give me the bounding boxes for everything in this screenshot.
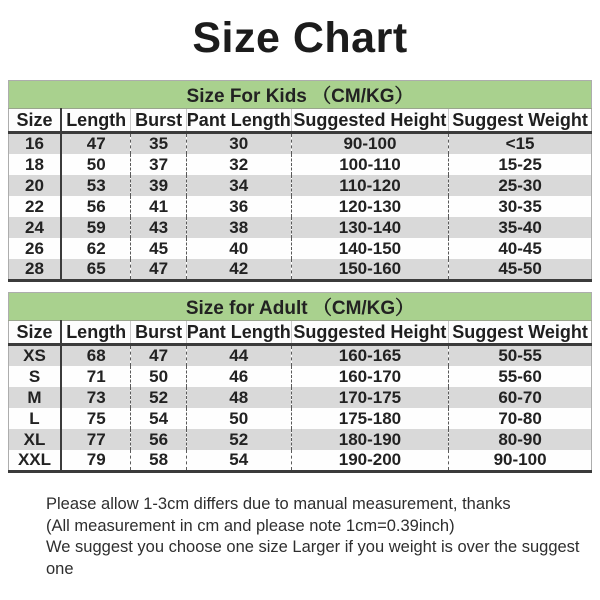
footer-note [0, 494, 600, 580]
column-header-pant-length: Pant Length [186, 109, 291, 133]
cell: 62 [61, 238, 131, 259]
cell: 56 [61, 196, 131, 217]
cell: 47 [131, 259, 186, 281]
cell: 47 [61, 133, 131, 155]
cell: 160-165 [291, 345, 448, 367]
page-title: Size Chart [192, 14, 408, 62]
column-header-size: Size [9, 109, 61, 133]
cell: 180-190 [291, 429, 448, 450]
cell: 30-35 [449, 196, 592, 217]
table-row [9, 238, 592, 259]
cell: 40 [186, 238, 291, 259]
cell: 53 [61, 175, 131, 196]
cell: 130-140 [291, 217, 448, 238]
table-row [9, 154, 592, 175]
cell: 35 [131, 133, 186, 155]
cell: 52 [186, 429, 291, 450]
table-row [9, 217, 592, 238]
cell: 79 [61, 450, 131, 472]
column-header-size: Size [9, 321, 61, 345]
cell: 73 [61, 387, 131, 408]
cell: 140-150 [291, 238, 448, 259]
cell: 43 [131, 217, 186, 238]
cell: 52 [131, 387, 186, 408]
column-header-pant-length: Pant Length [186, 321, 291, 345]
cell: 50-55 [449, 345, 592, 367]
cell: 15-25 [449, 154, 592, 175]
cell: 175-180 [291, 408, 448, 429]
cell: 58 [131, 450, 186, 472]
cell: 100-110 [291, 154, 448, 175]
cell: 26 [25, 238, 44, 258]
cell: 16 [9, 133, 61, 155]
cell: 34 [186, 175, 291, 196]
cell: 25-30 [449, 175, 592, 196]
cell: XXL [17, 450, 52, 469]
cell: 54 [131, 408, 186, 429]
cell: S [28, 366, 41, 386]
column-header-burst: Burst [131, 109, 186, 133]
cell: 54 [186, 450, 291, 472]
column-header-length: Length [61, 109, 131, 133]
cell: 44 [186, 345, 291, 367]
cell: 70-80 [449, 408, 592, 429]
cell: XL [9, 429, 61, 450]
note-line: We suggest you choose one size Larger if you weight is over the suggest one [46, 538, 580, 578]
cell: 45-50 [449, 259, 592, 281]
column-header-row [9, 109, 592, 133]
cell: 90-100 [449, 450, 592, 472]
cell: 75 [61, 408, 131, 429]
cell: 59 [61, 217, 131, 238]
table-row [9, 345, 592, 367]
table-row [9, 408, 592, 429]
column-header-length: Length [61, 321, 131, 345]
cell: 110-120 [291, 175, 448, 196]
cell: XS [9, 345, 61, 367]
column-header-row [9, 321, 592, 345]
table-row [9, 133, 592, 155]
cell: <15 [449, 133, 592, 155]
cell: 80-90 [449, 429, 592, 450]
table-row [9, 259, 592, 281]
size-table-kids [8, 80, 592, 282]
cell: 42 [186, 259, 291, 281]
cell: 40-45 [449, 238, 592, 259]
cell: 32 [186, 154, 291, 175]
cell: 41 [131, 196, 186, 217]
cell: 48 [186, 387, 291, 408]
cell: 68 [61, 345, 131, 367]
cell: 28 [9, 259, 61, 281]
column-header-burst: Burst [131, 321, 186, 345]
note-line: Please allow 1-3cm differs due to manual measurement, thanks [46, 495, 511, 513]
cell: 37 [131, 154, 186, 175]
table-row [9, 175, 592, 196]
cell: 190-200 [291, 450, 448, 472]
cell: 71 [61, 366, 131, 387]
table-row [9, 429, 592, 450]
column-header-suggest-weight: Suggest Weight [449, 321, 592, 345]
cell: 77 [61, 429, 131, 450]
section-band-row [9, 293, 592, 321]
column-header-suggested-height: Suggested Height [291, 321, 448, 345]
note-line: (All measurement in cm and please note 1cm=0.39inch) [46, 516, 455, 535]
cell: 35-40 [449, 217, 592, 238]
cell: 39 [131, 175, 186, 196]
cell: 150-160 [291, 259, 448, 281]
cell: 47 [131, 345, 186, 367]
section-band-row [9, 81, 592, 109]
cell: 160-170 [291, 366, 448, 387]
table-row [9, 387, 592, 408]
cell: 50 [186, 408, 291, 429]
cell: 90-100 [291, 133, 448, 155]
cell: 120-130 [291, 196, 448, 217]
cell: 20 [9, 175, 61, 196]
cell: 30 [186, 133, 291, 155]
cell: M [9, 387, 61, 408]
cell: 56 [131, 429, 186, 450]
table-row [9, 196, 592, 217]
cell: 65 [61, 259, 131, 281]
cell: 170-175 [291, 387, 448, 408]
cell: 55-60 [449, 366, 592, 387]
cell: L [29, 408, 40, 428]
column-header-suggested-height: Suggested Height [291, 109, 448, 133]
cell: 38 [186, 217, 291, 238]
cell: 45 [131, 238, 186, 259]
cell: 50 [131, 366, 186, 387]
cell: 60-70 [449, 387, 592, 408]
cell: 24 [9, 217, 61, 238]
section-header-adult: Size for Adult （CM/KG） [9, 293, 592, 321]
column-header-suggest-weight: Suggest Weight [449, 109, 592, 133]
cell: 22 [25, 196, 44, 216]
cell: 18 [25, 154, 44, 174]
size-table-adult [8, 292, 592, 473]
section-header-kids: Size For Kids （CM/KG） [9, 81, 592, 109]
cell: 36 [186, 196, 291, 217]
cell: 46 [186, 366, 291, 387]
table-row [9, 450, 592, 472]
cell: 50 [61, 154, 131, 175]
table-row [9, 366, 592, 387]
